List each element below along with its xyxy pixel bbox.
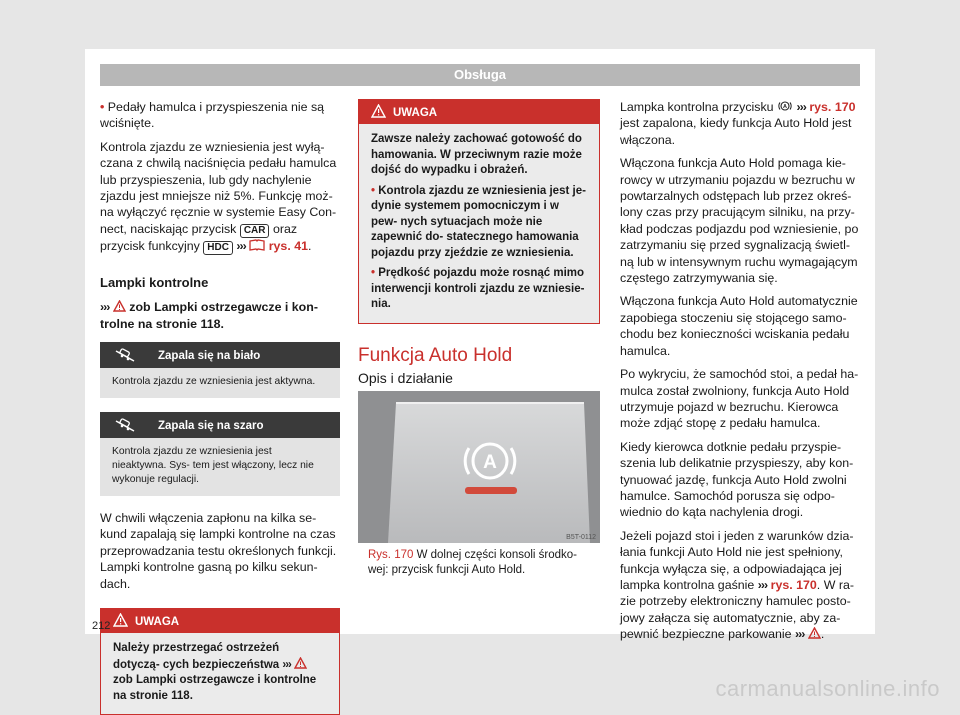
svg-text:A: A <box>483 452 497 473</box>
warning-triangle-icon <box>808 627 821 639</box>
hdc-key: HDC <box>203 241 233 255</box>
warning-body <box>101 633 339 714</box>
bullet-text: Pedały hamulca i przyspieszenia nie są wciśnięte. <box>100 100 325 131</box>
paragraph-auto-hold-detect: Po wykryciu, że samochód stoi, a pedał ha- mulca został zwolniony, funkcja Auto Hold utrzymuje pojazd w bezruchu. Kierowca może zdjąć stopę z pedału hamulca. <box>620 367 859 431</box>
figure-code: B5T-0112 <box>566 534 596 541</box>
lamp-grey-bar <box>100 412 340 438</box>
reference-arrows: ››› <box>757 577 768 592</box>
hill-descent-icon <box>114 347 136 363</box>
figure-reference[interactable]: rys. 41 <box>268 238 308 253</box>
bullet-dot: • <box>100 100 105 114</box>
bullet-dot: • <box>371 184 376 197</box>
car-key: CAR <box>240 224 270 238</box>
middle-column <box>358 99 600 394</box>
warning-triangle-icon <box>113 613 128 627</box>
paragraph-ignition: W chwili włączenia zapłonu na kilka se- kund zapalają się lampki kontrolne na czas przeprowadzania testu określonych funkcji. Lampki kontrolne gasną po kilku sekun- dach. <box>100 511 337 591</box>
right-p6-a: Jeżeli pojazd stoi i jeden z warunków dzia- łania funkcji Auto Hold nie jest spełniony, funkcja wyłącza się, a odpowiadająca jej lampka kontrolna gaśnie <box>620 528 854 592</box>
warning-triangle-icon <box>294 657 307 669</box>
lamps-reference: ››› zob Lampki ostrzegawcze i kon- trolne na stronie 118. <box>100 300 318 331</box>
bullet-dot: • <box>371 267 376 279</box>
warning-bullet-text: Prędkość pojazdu może rosnąć mimo interwencji kontroli zjazdu ze wzniesie- nia. <box>371 267 585 310</box>
warning-text: Należy przestrzegać ostrzeżeń dotyczą- cych bezpieczeństwa <box>113 642 280 671</box>
auto-hold-icon <box>777 100 793 112</box>
reference-arrows: ››› <box>794 627 805 642</box>
right-p6-b: W ra- zie potrzeby elektroniczny hamulec posto- jowy załącza się automatycznie, aby za- pewnić bezpieczne parkowanie <box>620 577 854 642</box>
warning-header <box>101 609 339 633</box>
figure-caption-text: W dolnej części konsoli środko- wej: przycisk funkcji Auto Hold. <box>368 549 578 576</box>
right-p1-b: jest zapalona, kiedy funkcja Auto Hold jest włączona. <box>620 116 852 147</box>
watermark: carmanualsonline.info <box>715 676 940 701</box>
paragraph-auto-hold-release: Kiedy kierowca dotknie pedału przyspie- szenia lub delikatnie przyspieszy, aby kon- tynuować jazdę, funkcja Auto Hold zwolni hamulce. Samochód porusza się odpo- wiednio do kąta nachylenia drogi. <box>620 439 854 520</box>
warning-triangle-icon <box>113 300 126 312</box>
reference-arrows: ››› <box>236 238 246 253</box>
reference-arrows: ››› <box>282 658 291 671</box>
warning-ref[interactable]: zob Lampki ostrzegawcze i kontrolne na stronie 118. <box>113 674 317 702</box>
right-p1-a: Lampka kontrolna przycisku <box>620 100 774 114</box>
figure-reference[interactable]: rys. 170 <box>809 100 856 114</box>
warning-bullet-text: Kontrola zjazdu ze wzniesienia jest je- dynie systemem pomocniczym i w pew- nych sytuacjach może nie zapewnić do- statecznego hamowania pojazdu przy zjeździe ze wzniesienia. <box>371 184 586 259</box>
figure-auto-hold-button <box>358 391 600 543</box>
paragraph-auto-hold-off: Jeżeli pojazd stoi i jeden z warunków dzia- łania funkcji Auto Hold nie jest spełniony, funkcja wyłącza się, a odpowiadająca jej lampka kontrolna gaśnie ››› rys. 170. W ra- zie potrzeby elektroniczny hamulec posto- jowy załącza się automatycznie, aby za- pewnić bezpieczne parkowanie ››› . <box>620 528 854 642</box>
auto-hold-button-illustration <box>358 391 600 543</box>
warning-bullet <box>371 184 587 262</box>
warning-title: UWAGA <box>393 107 438 119</box>
lamp-white-title: Zapala się na biało <box>158 350 261 363</box>
reference-arrows: ››› <box>100 300 110 315</box>
page-header <box>100 64 860 86</box>
section-title-lamps: Lampki kontrolne <box>100 274 209 290</box>
figure-label: Rys. 170 <box>368 549 414 561</box>
bullet-item <box>100 99 340 132</box>
paragraph-auto-hold-prevent: Włączona funkcja Auto Hold automatycznie zapobiega stoczeniu się stojącego samo- chodu bez konieczności wciskania pedału hamulca. <box>620 294 858 358</box>
figure-reference[interactable]: rys. 170 <box>770 577 817 592</box>
right-column <box>620 99 860 650</box>
warning-box-middle <box>358 99 600 324</box>
warning-intro: Zawsze należy zachować gotowość do hamowania. W przeciwnym razie może dojść do wypadku i obrażeń. <box>371 133 582 176</box>
paragraph-auto-hold-help: Włączona funkcja Auto Hold pomaga kie- rowcy w utrzymaniu pojazdu w bezruchu w powtarzalnych odstępach lub przez okreś- lony czas przy pracującym silniku, na przy- kład podczas podjazdu pod wzniesienie, po zatrzymaniu się przed sygnalizacją świetl- ną lub w intensywnym ruchu wymagającym częstego zatrzymywania się. <box>620 156 859 286</box>
section-subheading: Opis i działanie <box>358 370 600 394</box>
warning-bullet <box>371 266 587 313</box>
paragraph-disable: Kontrola zjazdu ze wzniesienia jest wyłą- czana z chwilą naciśnięcia pedału hamulca lub przyspieszenia, lub gdy nachylenie zjazdu jest mniejsze niż 5%. Funkcję moż- na wyłączyć ręcznie w systemie Easy Con- nect, naciskając przycisk CAR oraz przycisk funkcyjny HDC ››› rys. 41. <box>100 139 337 253</box>
svg-text:A: A <box>783 104 788 110</box>
lamp-grey-title: Zapala się na szaro <box>158 420 264 433</box>
warning-title: UWAGA <box>135 616 180 629</box>
paragraph-lamp <box>620 99 860 148</box>
page-number: 212 <box>92 620 111 632</box>
para1-text: Kontrola zjazdu ze wzniesienia jest wyłą- czana z chwilą naciśnięcia pedału hamulca lub przyspieszenia, lub gdy nachylenie zjazdu jest mniejsze niż 5%. Funkcję moż- na wyłączyć ręcznie w systemie Easy Con- nect, naciskając przycisk <box>100 139 337 236</box>
hill-descent-icon <box>114 417 136 433</box>
warning-triangle-icon <box>371 104 386 118</box>
lamp-grey-desc: Kontrola zjazdu ze wzniesienia jest nieaktywna. Sys- tem jest włączony, lecz nie wykonuje regulacji. <box>100 438 340 496</box>
para1-mid: oraz przycisk funkcyjny <box>100 221 298 253</box>
left-column <box>100 99 340 715</box>
manual-book-icon <box>249 239 265 251</box>
section-heading: Funkcja Auto Hold <box>358 344 513 366</box>
lamps-ref-text[interactable]: zob Lampki ostrzegawcze i kon- trolne na stronie 118 <box>100 300 318 331</box>
reference-arrows: ››› <box>796 100 806 114</box>
header-title: Obsługa <box>453 67 506 82</box>
figure-caption <box>368 548 594 578</box>
warning-box-left <box>100 608 340 715</box>
lamp-white-desc: Kontrola zjazdu ze wzniesienia jest aktywna. <box>100 368 340 398</box>
warning-header <box>359 100 599 124</box>
lamp-white-bar <box>100 342 340 368</box>
warning-body <box>359 124 599 323</box>
